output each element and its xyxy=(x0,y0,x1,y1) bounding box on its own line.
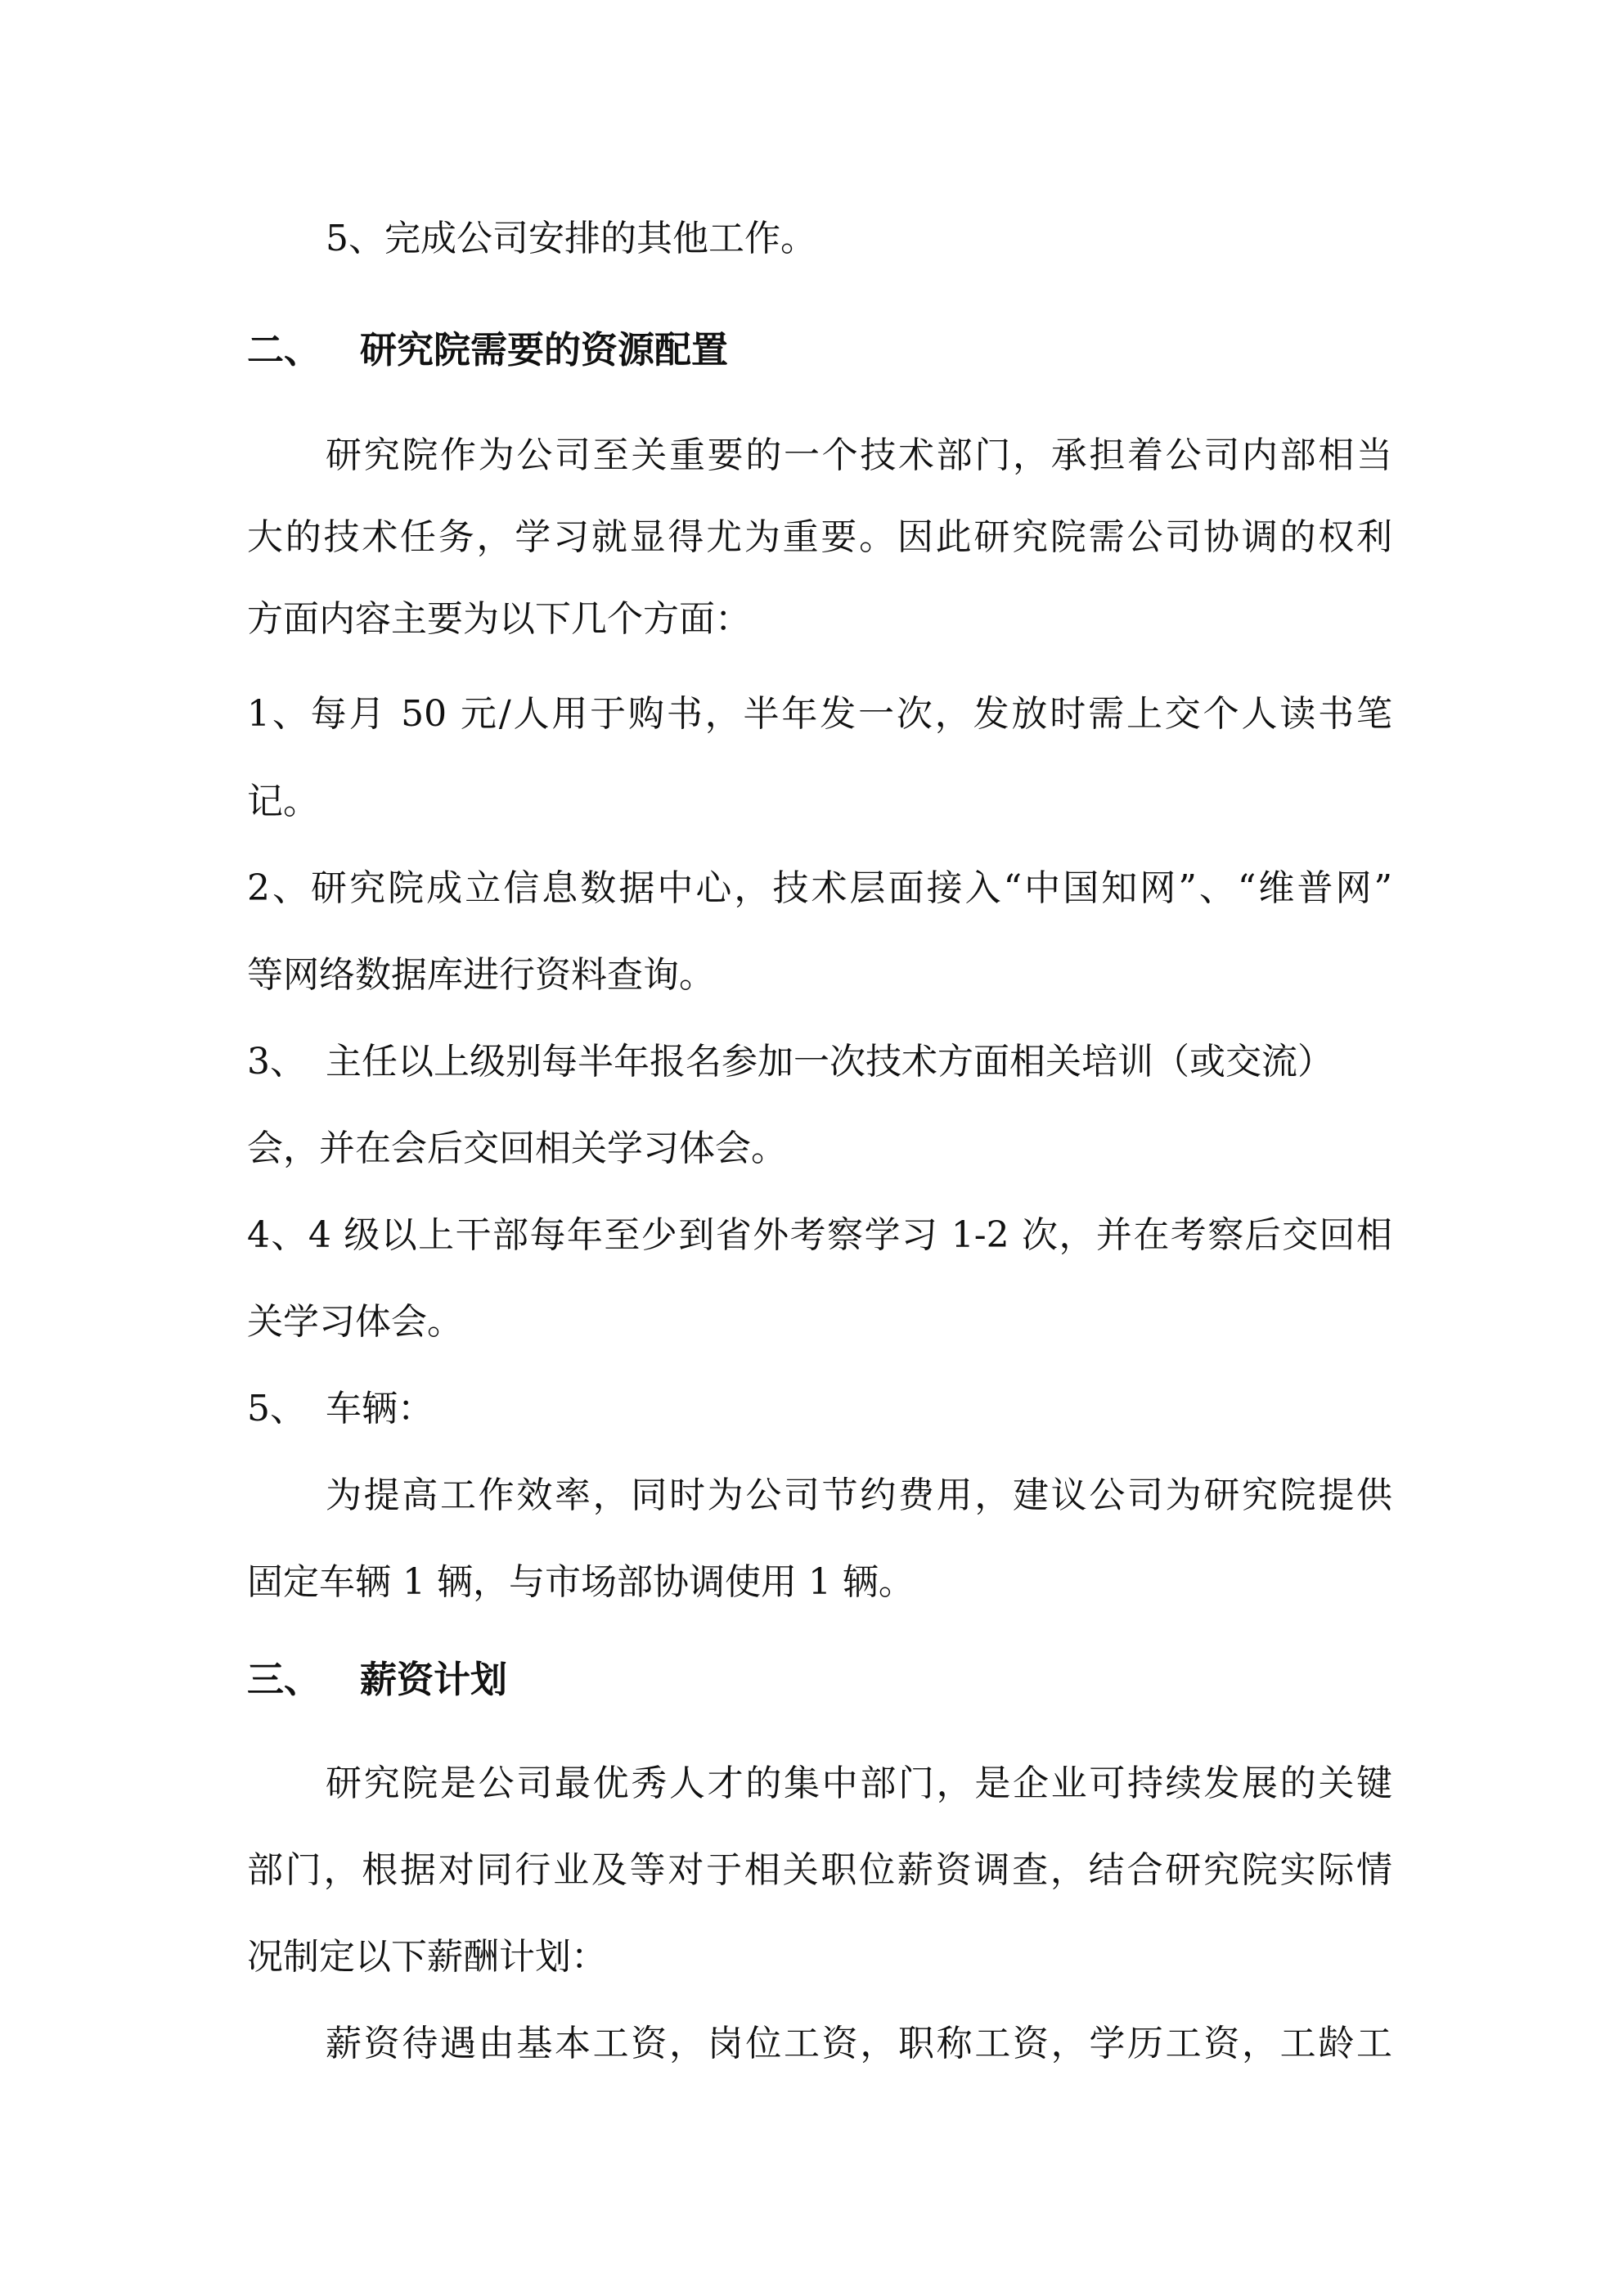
section-3-title: 薪资计划 xyxy=(360,1658,508,1701)
resource-item-2-line-1: 2、研究院成立信息数据中心，技术层面接入“中国知网”、“维普网” xyxy=(247,867,1392,909)
section-3-intro-line-3: 况制定以下薪酬计划： xyxy=(247,1936,607,1978)
section-3-intro-line-2: 部门，根据对同行业及等对于相关职位薪资调查，结合研究院实际情 xyxy=(247,1849,1392,1891)
opening-item: 5、完成公司安排的其他工作。 xyxy=(326,218,816,259)
resource-item-2-line-2: 等网络数据库进行资料查询。 xyxy=(247,954,715,996)
resource-item-5-number: 5、 xyxy=(247,1388,306,1429)
vehicle-paragraph-line-1: 为提高工作效率，同时为公司节约费用，建议公司为研究院提供 xyxy=(326,1474,1392,1516)
resource-item-5-line xyxy=(247,1384,1392,1434)
section-3-heading xyxy=(247,1654,507,1705)
section-2-number: 二、 xyxy=(247,328,321,371)
resource-item-1-line-2: 记。 xyxy=(247,781,319,822)
section-2-heading xyxy=(247,325,728,376)
resource-item-4-line-1: 4、4 级以上干部每年至少到省外考察学习 1-2 次，并在考察后交回相 xyxy=(247,1214,1392,1256)
section-2-intro-line-1: 研究院作为公司至关重要的一个技术部门，承担着公司内部相当 xyxy=(326,434,1392,476)
resource-item-5-label: 车辆： xyxy=(326,1388,434,1429)
resource-item-3-text: 主任以上级别每半年报名参加一次技术方面相关培训（或交流） xyxy=(326,1041,1333,1083)
resource-item-4-line-2: 关学习体会。 xyxy=(247,1301,463,1343)
salary-composition-line: 薪资待遇由基本工资，岗位工资，职称工资，学历工资，工龄工 xyxy=(326,2023,1392,2064)
vehicle-paragraph-line-2: 固定车辆 1 辆，与市场部协调使用 1 辆。 xyxy=(247,1561,915,1603)
resource-item-1-line-1: 1、每月 50 元/人用于购书，半年发一次，发放时需上交个人读书笔 xyxy=(247,693,1392,735)
section-2-intro-line-3: 方面内容主要为以下几个方面： xyxy=(247,598,751,640)
resource-item-3-line-2: 会，并在会后交回相关学习体会。 xyxy=(247,1128,787,1169)
section-2-title: 研究院需要的资源配置 xyxy=(360,328,729,371)
resource-item-3-line-1 xyxy=(247,1038,1392,1087)
resource-item-3-number: 3、 xyxy=(247,1041,306,1083)
section-2-intro-line-2: 大的技术任务，学习就显得尤为重要。因此研究院需公司协调的权利 xyxy=(247,516,1392,558)
section-3-intro-line-1: 研究院是公司最优秀人才的集中部门，是企业可持续发展的关键 xyxy=(326,1763,1392,1804)
section-3-number: 三、 xyxy=(247,1658,321,1701)
